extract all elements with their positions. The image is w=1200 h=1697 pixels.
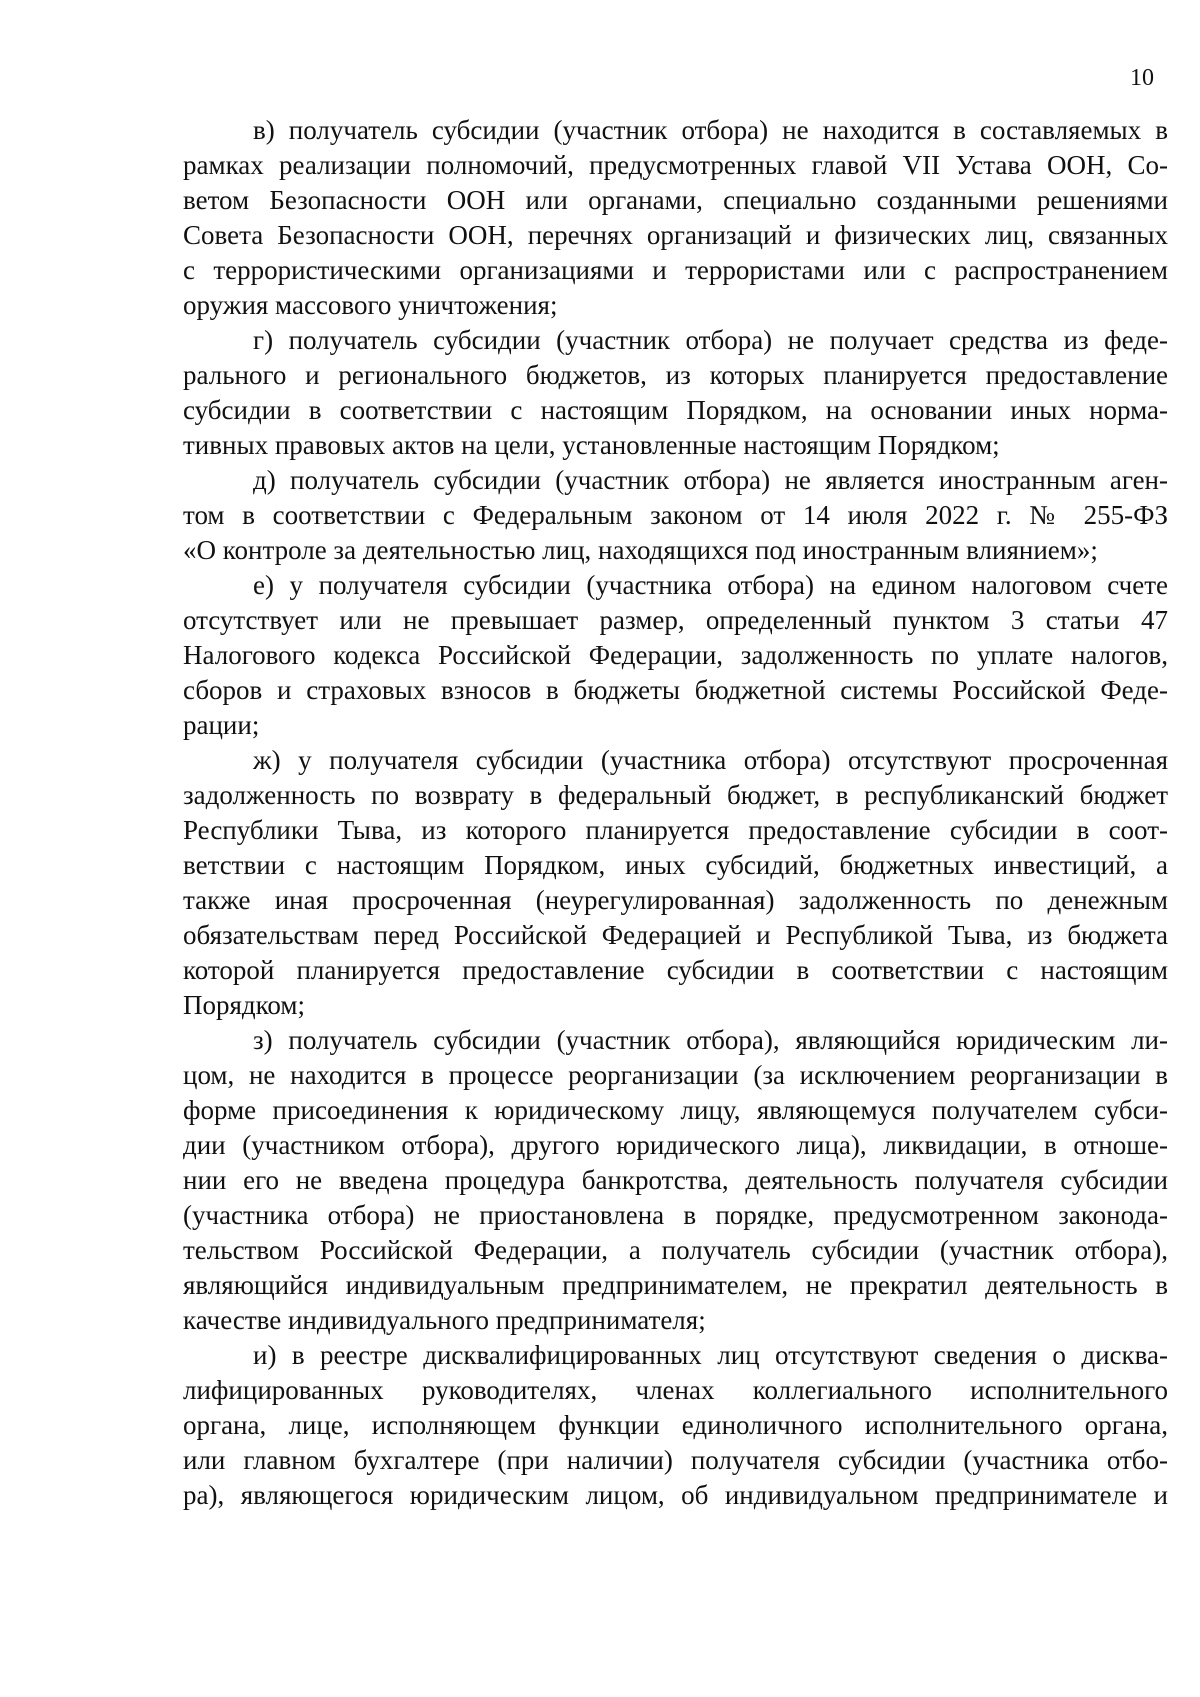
text-line: отсутствует или не превышает размер, определенный пунктом 3 статьи 47	[183, 605, 1168, 635]
text-line: г) получатель субсидии (участник отбора) не получает средства из феде-	[253, 325, 1168, 355]
text-line: обязательствам перед Российской Федерацией и Республикой Тыва, из бюджета	[183, 920, 1168, 950]
text-line: также иная просроченная (неурегулированная) задолженность по денежным	[183, 885, 1168, 915]
text-line: Республики Тыва, из которого планируется предоставление субсидии в соот-	[183, 815, 1168, 845]
text-line: оружия массового уничтожения;	[183, 290, 558, 320]
text-line: задолженность по возврату в федеральный бюджет, в республиканский бюджет	[183, 780, 1168, 810]
text-line: е) у получателя субсидии (участника отбора) на едином налоговом счете	[253, 570, 1168, 600]
text-line: являющийся индивидуальным предпринимателем, не прекратил деятельность в	[183, 1270, 1168, 1300]
text-line: том в соответствии с Федеральным законом от 14 июля 2022 г. № 255-ФЗ	[183, 500, 1168, 530]
text-line: форме присоединения к юридическому лицу, являющемуся получателем субси-	[183, 1095, 1168, 1125]
text-line: субсидии в соответствии с настоящим Порядком, на основании иных норма-	[183, 395, 1168, 425]
text-line: ж) у получателя субсидии (участника отбора) отсутствуют просроченная	[253, 745, 1168, 775]
text-line: з) получатель субсидии (участник отбора), являющийся юридическим ли-	[253, 1025, 1168, 1055]
text-line: качестве индивидуального предпринимателя;	[183, 1305, 706, 1335]
text-line: рамках реализации полномочий, предусмотренных главой VII Устава ООН, Со-	[183, 150, 1168, 180]
text-line: Порядком;	[183, 990, 305, 1020]
text-line: нии его не введена процедура банкротства, деятельность получателя субсидии	[183, 1165, 1168, 1195]
text-line: тельством Российской Федерации, а получатель субсидии (участник отбора),	[183, 1235, 1168, 1265]
text-line: лифицированных руководителях, членах коллегиального исполнительного	[183, 1375, 1168, 1405]
text-line: тивных правовых актов на цели, установленные настоящим Порядком;	[183, 430, 1000, 460]
page-number: 10	[1130, 65, 1154, 91]
text-line: органа, лице, исполняющем функции единоличного исполнительного органа,	[183, 1410, 1168, 1440]
text-line: (участника отбора) не приостановлена в порядке, предусмотренном законода-	[183, 1200, 1168, 1230]
text-line: и) в реестре дисквалифицированных лиц отсутствуют сведения о дисква-	[253, 1340, 1168, 1370]
text-line: в) получатель субсидии (участник отбора) не находится в составляемых в	[253, 115, 1168, 145]
text-line: цом, не находится в процессе реорганизации (за исключением реорганизации в	[183, 1060, 1168, 1090]
text-line: рации;	[183, 710, 260, 740]
text-line: ветом Безопасности ООН или органами, специально созданными решениями	[183, 185, 1168, 215]
text-line: которой планируется предоставление субсидии в соответствии с настоящим	[183, 955, 1168, 985]
text-line: рального и регионального бюджетов, из которых планируется предоставление	[183, 360, 1168, 390]
text-line: дии (участником отбора), другого юридического лица), ликвидации, в отноше-	[183, 1130, 1168, 1160]
text-line: с террористическими организациями и террористами или с распространением	[183, 255, 1168, 285]
text-line: Налогового кодекса Российской Федерации, задолженность по уплате налогов,	[183, 640, 1168, 670]
text-line: «О контроле за деятельностью лиц, находящихся под иностранным влиянием»;	[183, 535, 1098, 565]
text-line: д) получатель субсидии (участник отбора) не является иностранным аген-	[253, 465, 1168, 495]
text-line: ра), являющегося юридическим лицом, об индивидуальном предпринимателе и	[183, 1480, 1168, 1510]
text-line: сборов и страховых взносов в бюджеты бюджетной системы Российской Феде-	[183, 675, 1168, 705]
text-line: или главном бухгалтере (при наличии) получателя субсидии (участника отбо-	[183, 1445, 1168, 1475]
text-line: ветствии с настоящим Порядком, иных субсидий, бюджетных инвестиций, а	[183, 850, 1168, 880]
text-line: Совета Безопасности ООН, перечнях организаций и физических лиц, связанных	[183, 220, 1168, 250]
